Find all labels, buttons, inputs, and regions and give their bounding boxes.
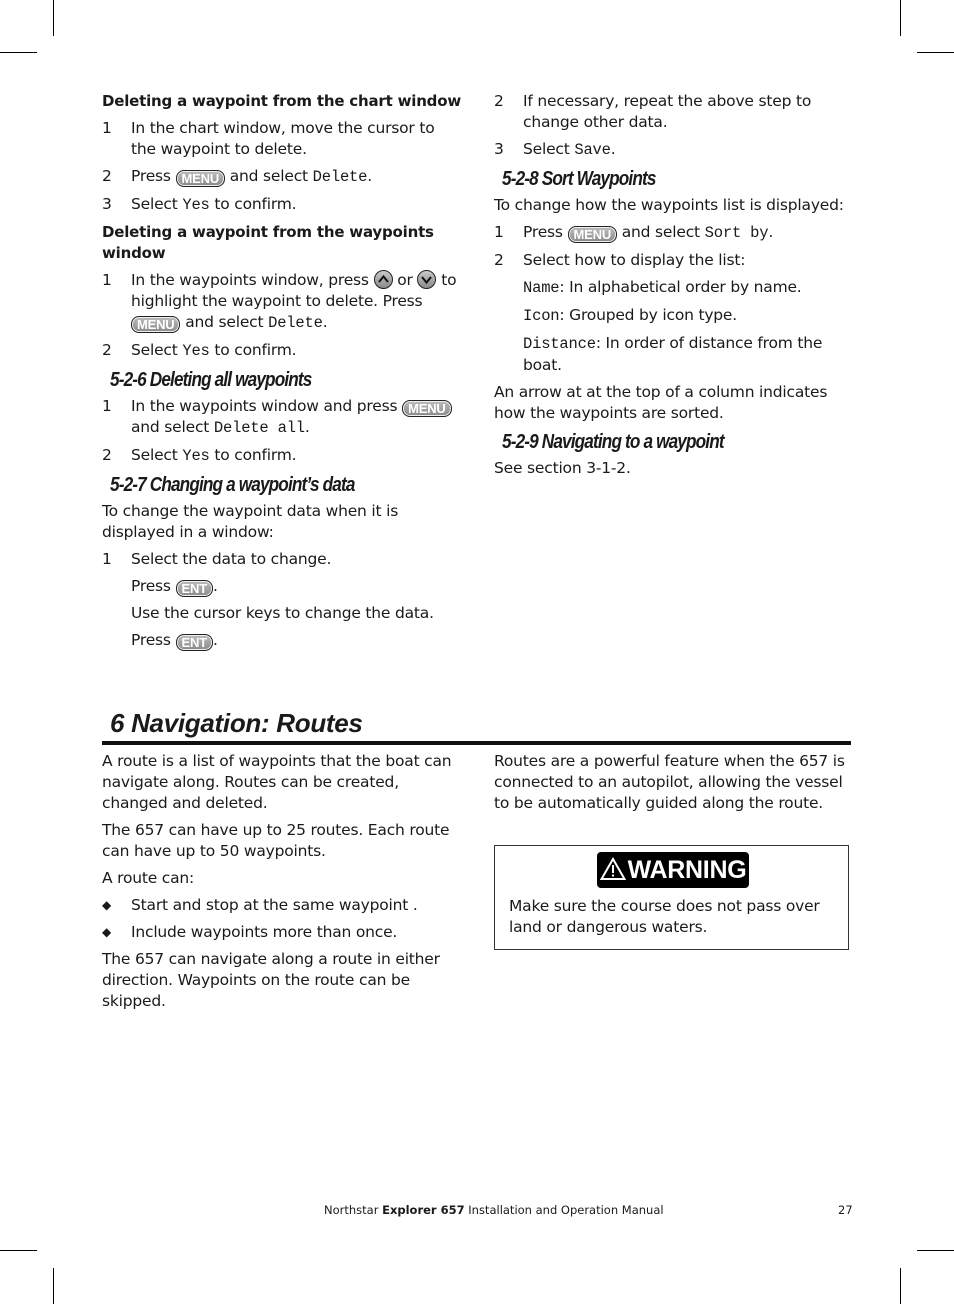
paragraph: The 657 can have up to 25 routes. Each route can have up to 50 waypoints. (102, 821, 450, 860)
list-number: 1 (102, 271, 112, 289)
bullet-icon: ◆ (102, 925, 112, 939)
crop-mark (53, 1268, 54, 1304)
menu-option: Yes (182, 196, 210, 214)
section-heading-5-2-6: 5-2-6 Deleting all waypoints (110, 369, 312, 391)
option-desc: : Grouped by icon type. (559, 306, 737, 324)
step-text: Press (131, 631, 171, 649)
list-number: 2 (102, 167, 112, 185)
menu-key-icon: MENU (131, 316, 180, 333)
list-item: 1 Press MENU and select Sort by. (494, 223, 774, 242)
crop-mark (900, 0, 901, 36)
paragraph: See section 3-1-2. (494, 459, 631, 477)
step-text: Select (131, 195, 178, 213)
sort-option-name (494, 277, 854, 299)
step-text: In the chart window, move the cursor to the waypoint to delete. (131, 119, 435, 158)
menu-option: Yes (182, 342, 210, 360)
list-number: 3 (102, 195, 112, 213)
section-heading-5-2-7: 5-2-7 Changing a waypoint’s data (110, 474, 355, 496)
bullet-icon: ◆ (102, 898, 112, 912)
footer-suffix: Installation and Operation Manual (464, 1203, 664, 1217)
subheading-delete-waypoints: Deleting a waypoint from the waypoints window (102, 223, 434, 262)
menu-option: Save (574, 141, 611, 159)
indented-step: Press ENT . (131, 577, 218, 596)
section-heading-5-2-9: 5-2-9 Navigating to a waypoint (502, 431, 724, 453)
step-text: to confirm. (214, 195, 297, 213)
crop-mark (53, 0, 54, 36)
step-text: Press (131, 577, 171, 595)
crop-mark (0, 1250, 37, 1251)
menu-option: Delete (312, 168, 368, 186)
list-item (494, 250, 854, 271)
bullet-item (102, 895, 464, 916)
step-text: In the waypoints window and press (131, 397, 398, 415)
sort-option-icon (494, 305, 854, 327)
step-text: In the waypoints window, press (131, 271, 369, 289)
list-number: 2 (102, 341, 112, 359)
list-item (102, 445, 464, 467)
step-text: and select (229, 167, 308, 185)
list-item (102, 118, 464, 160)
option-key: Icon (523, 307, 560, 325)
step-text: Press (131, 167, 171, 185)
list-item (102, 549, 464, 570)
step-text: Select (131, 341, 178, 359)
step-text: to confirm. (214, 446, 297, 464)
bullet-text: Include waypoints more than once. (131, 923, 398, 941)
warning-badge (597, 852, 749, 888)
bullet-item (102, 922, 464, 943)
paragraph: A route can: (102, 869, 195, 887)
indented-step: Press ENT . (131, 631, 218, 650)
menu-key-icon: MENU (568, 226, 617, 243)
crop-mark (917, 1250, 954, 1251)
list-item (102, 340, 464, 362)
paragraph: Routes are a powerful feature when the 657 is connected to an autopilot, allowing the vessel to be automatically guided along the route. (494, 752, 845, 812)
list-number: 2 (102, 446, 112, 464)
option-key: Distance (523, 335, 596, 353)
crop-mark (900, 1268, 901, 1304)
paragraph: A route is a list of waypoints that the boat can navigate along. Routes can be created, changed and deleted. (102, 752, 452, 812)
crop-mark (917, 52, 954, 53)
list-item: 3 Select Save. (494, 140, 616, 159)
footer-product: Explorer 657 (382, 1203, 465, 1217)
warning-box (494, 845, 849, 950)
step-text: If necessary, repeat the above step to change other data. (523, 92, 812, 131)
chapter-left-column (102, 751, 464, 1018)
section-heading-5-2-8: 5-2-8 Sort Waypoints (502, 168, 656, 190)
menu-option: Delete all (213, 419, 305, 437)
menu-key-icon: MENU (402, 400, 451, 417)
list-number: 1 (102, 397, 112, 415)
list-number: 3 (494, 140, 504, 158)
up-arrow-key-icon (374, 270, 393, 289)
list-item (102, 194, 464, 216)
step-text: to confirm. (214, 341, 297, 359)
right-column (494, 91, 854, 485)
option-key: Name (523, 279, 560, 297)
sort-option-distance (494, 333, 854, 376)
ent-key-icon: ENT (176, 634, 213, 651)
step-text: and select (131, 418, 210, 436)
chapter-right-column (494, 751, 854, 820)
step-text: to highlight the waypoint to delete. Press (131, 271, 457, 310)
list-number: 2 (494, 92, 504, 110)
list-number: 2 (494, 251, 504, 269)
step-text: Select (523, 140, 570, 158)
chapter-heading (102, 707, 851, 745)
warning-triangle-icon (600, 855, 626, 891)
paragraph: To change how the waypoints list is displayed: (494, 196, 844, 214)
list-number: 1 (102, 119, 112, 137)
list-item: 1 In the waypoints window and press MENU and select Delete all. (102, 396, 464, 439)
footer-brand: Northstar (324, 1203, 383, 1217)
left-column (102, 91, 464, 657)
step-text: or (397, 271, 413, 289)
bullet-text: Start and stop at the same waypoint . (131, 896, 418, 914)
crop-mark (0, 52, 37, 53)
paragraph: An arrow at at the top of a column indicates how the waypoints are sorted. (494, 383, 828, 422)
down-arrow-key-icon (417, 270, 436, 289)
list-item: 1 In the waypoints window, press or to highlight the waypoint to delete. Press MENU and select Delete. (102, 271, 457, 332)
step-text: and select (621, 223, 700, 241)
menu-option: Delete (268, 314, 323, 332)
list-number: 1 (102, 550, 112, 568)
warning-text: Make sure the course does not pass over land or dangerous waters. (509, 897, 820, 936)
subheading-delete-chart: Deleting a waypoint from the chart window (102, 92, 461, 110)
step-text: Select (131, 446, 178, 464)
step-text: and select (185, 313, 264, 331)
ent-key-icon: ENT (176, 580, 213, 597)
paragraph: The 657 can navigate along a route in either direction. Waypoints on the route can be skipped. (102, 950, 440, 1010)
menu-option: Sort by (704, 224, 769, 242)
step-text: Select the data to change. (131, 550, 332, 568)
option-desc: : In order of distance from the boat. (523, 334, 823, 374)
footer-title (324, 1203, 664, 1217)
menu-option: Yes (182, 447, 210, 465)
step-text: Press (523, 223, 563, 241)
option-desc: : In alphabetical order by name. (559, 278, 802, 296)
list-number: 1 (494, 223, 504, 241)
step-text: Select how to display the list: (523, 251, 746, 269)
list-item: 2 Press MENU and select Delete. (102, 167, 372, 186)
list-item (494, 91, 854, 133)
warning-label: WARNING (627, 856, 747, 884)
menu-key-icon: MENU (176, 170, 225, 187)
chapter-title: 6 Navigation: Routes (110, 708, 363, 738)
page-number: 27 (838, 1203, 853, 1217)
indented-step: Use the cursor keys to change the data. (131, 604, 434, 622)
paragraph: To change the waypoint data when it is displayed in a window: (102, 502, 399, 541)
